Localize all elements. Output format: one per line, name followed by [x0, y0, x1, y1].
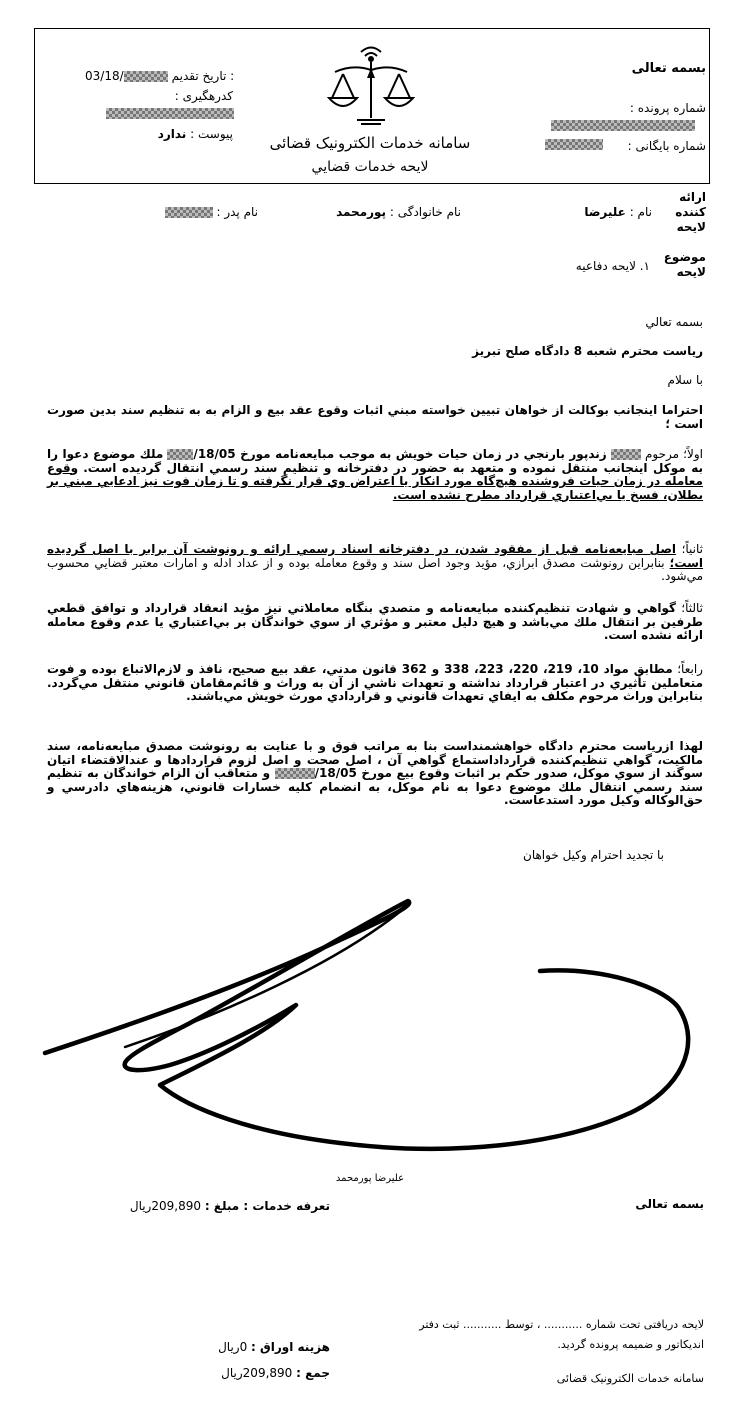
signer-name: علیرضا پورمحمد: [335, 1173, 405, 1184]
archive-number-label: شماره بایگانی :: [627, 139, 706, 153]
fee-field: [130, 1199, 330, 1213]
first-name-value: علیرضا: [584, 205, 626, 219]
tracking-redacted: [106, 108, 234, 119]
paper-cost-label: هزینه اوراق :: [251, 1340, 330, 1354]
signature-image: [40, 895, 710, 1165]
p3-prefix: ثالثاً؛: [681, 601, 703, 615]
p1-text-underlined: وقوع معامله در زمان حيات فروشنده هيچ‌گاه مورد انكار يا اعتراض وي قرار نگرفته و تا زمان فوت نيز ادعايي مبني بر بطلان، فسخ يا بي‌اعتباري قرارداد مطرح نشده است.: [47, 460, 703, 502]
footer-org-name: سامانه خدمات الکترونیک قضائی: [556, 1372, 704, 1385]
p4-text: مطابق مواد 10، 219، 220، 223، 338 و 362 قانون مدني، عقد بيع صحيح، نافذ و لازم‌الاتباع بوده و فوت متعاملين تأثيري در اعتبار قرارداد نداشته و تعهدات ناشي از آن به وراث و قائم‌مقامان قانوني منتقل مي‌گردد. بنابراين وراث مرحوم مكلف به ايفاي تعهدات قانوني و قراردادي مورث خويش مي‌باشند.: [47, 662, 703, 703]
paragraph-4: [47, 663, 703, 704]
archive-number-redacted: [545, 139, 603, 150]
receipt-line-2: اندیکاتور و ضمیمه پرونده گردید.: [557, 1338, 704, 1351]
paper-cost-value: 0ریال: [218, 1340, 248, 1354]
fee-value: 209,890ریال: [129, 1199, 201, 1213]
first-name-field: [584, 205, 652, 219]
date-redacted: [124, 71, 168, 82]
last-name-label: نام خانوادگی :: [389, 205, 461, 219]
submit-date-label: تاریخ تقدیم :: [171, 69, 235, 83]
intro-paragraph: احتراما اينجانب بوكالت از خواهان تبيين خواسته مبني اثبات وقوع عقد بيع و الزام به به تنظيم سند بدين صورت است ؛: [47, 403, 703, 431]
fee-label: تعرفه خدمات : مبلغ :: [204, 1199, 330, 1213]
footer-bismillah: بسمه تعالی: [635, 1197, 704, 1211]
last-name-value: پورمحمد: [336, 205, 387, 219]
addressee: رياست محترم شعبه 8 دادگاه صلح تبريز: [472, 344, 703, 358]
p1-name-redacted: [611, 449, 641, 460]
father-name-label: نام پدر :: [216, 205, 258, 219]
attachment-label: پیوست :: [190, 127, 233, 141]
judiciary-emblem-icon: [323, 38, 419, 130]
subject-section-label: موضوع لایحه: [663, 250, 706, 279]
paper-cost-field: [218, 1340, 330, 1354]
p5-text-a: لهذا ازرياست محترم دادگاه خواهشمنداست بنا به مراتب فوق و با عنايت به رونوشت مصدق مبايعه‌نامه، سند مالكيت، گواهي تنظيم‌كننده قرارداداستماع گواهي آن ، اصل صحت و اصل لزوم قراردادها و عندالاقتضاء اتيان سوگند از سوي موكل، صدور حكم بر اثبات وقوع بيع مورخ 18/05/: [47, 739, 703, 780]
paragraph-1: [47, 448, 703, 502]
p5-text-b: و متعاقب آن الزام خواندگان به تنظيم سند رسمي انتقال ملك موضوع دعوا به نام موكل، به انضمام كليه خسارات قانوني، هزينه‌هاي دادرسي و حق‌الوكاله وكيل مورد استدعاست.: [47, 766, 703, 807]
p2-text-rest: بنابراين رونوشت مصدق ابرازي، مؤيد وجود اصل سند و وقوع معامله بوده و از عداد ادله و امارات معتبر قضايي محسوب مي‌شود.: [47, 555, 703, 583]
salutation: با سلام: [667, 373, 703, 387]
attachment: [158, 127, 233, 141]
tracking-label: کدرهگیری :: [174, 89, 233, 103]
paragraph-3: [47, 602, 703, 643]
case-number-label: شماره پرونده :: [629, 101, 706, 115]
total-field: [221, 1366, 330, 1380]
father-name-field: [165, 205, 258, 219]
closing-line: با تجديد احترام وكيل خواهان: [523, 848, 664, 862]
p1-text-b: ملك موضوع دعوا را به موكل اينجانب منتقل نموده و متعهد به حضور در دفترخانه و تنظيم سند رسمي انتقال گرديده است.: [47, 447, 703, 475]
submitter-section-label: ارائه کننده لایحه: [675, 190, 706, 234]
total-label: جمع :: [296, 1366, 330, 1380]
receipt-line-1: لایحه دریافتی تحت شماره ........... ، توسط ........... ثبت دفتر: [419, 1318, 704, 1331]
last-name-field: [336, 205, 461, 219]
p2-prefix: ثانياً؛: [681, 542, 703, 556]
father-name-redacted: [165, 207, 213, 218]
paragraph-2: [47, 543, 703, 584]
submit-date-value: 03/18/: [85, 69, 124, 83]
paragraph-5: [47, 740, 703, 808]
case-number-redacted: [551, 120, 695, 131]
submit-date: [85, 69, 234, 83]
greeting-top: بسمه تعالي: [645, 315, 703, 329]
total-value: 209,890ریال: [221, 1366, 293, 1380]
p1-text-a: زندپور بارنجي در زمان حيات خويش به موجب مبايعه‌نامه مورخ 18/05/: [193, 447, 607, 461]
p2-text-underlined: اصل مبايعه‌نامه قبل از مفقود شدن، در دفترخانه اسناد رسمي ارائه و رونوشت آن برابر با اصل گرديده است؛: [47, 542, 703, 570]
header-doc-type: لایحه خدمات قضايي: [311, 159, 429, 175]
p1-prefix: اولاً؛ مرحوم: [644, 447, 703, 461]
subject-value: ۱. لايحه دفاعيه: [575, 259, 650, 273]
p1-date-redacted: [167, 449, 193, 460]
p5-date-redacted: [275, 768, 315, 779]
p4-prefix: رابعاً؛: [677, 662, 703, 676]
p3-text: گواهي و شهادت تنظيم‌كننده مبايعه‌نامه و متصدي بنگاه معاملاتي نيز مؤيد انعقاد قرارداد و توافق قطعي طرفين بر انتقال ملك مي‌باشد و هيچ دليل معتبر و مؤثري از سوي خواندگان بر بي‌اعتباري يا عدم وقوع معامله ارائه نشده است.: [47, 601, 703, 642]
header-org-name: سامانه خدمات الکترونیک قضائی: [269, 134, 471, 152]
attachment-value: ندارد: [157, 127, 187, 141]
first-name-label: نام :: [629, 205, 652, 219]
header-bismillah: بسمه تعالی: [631, 61, 706, 76]
